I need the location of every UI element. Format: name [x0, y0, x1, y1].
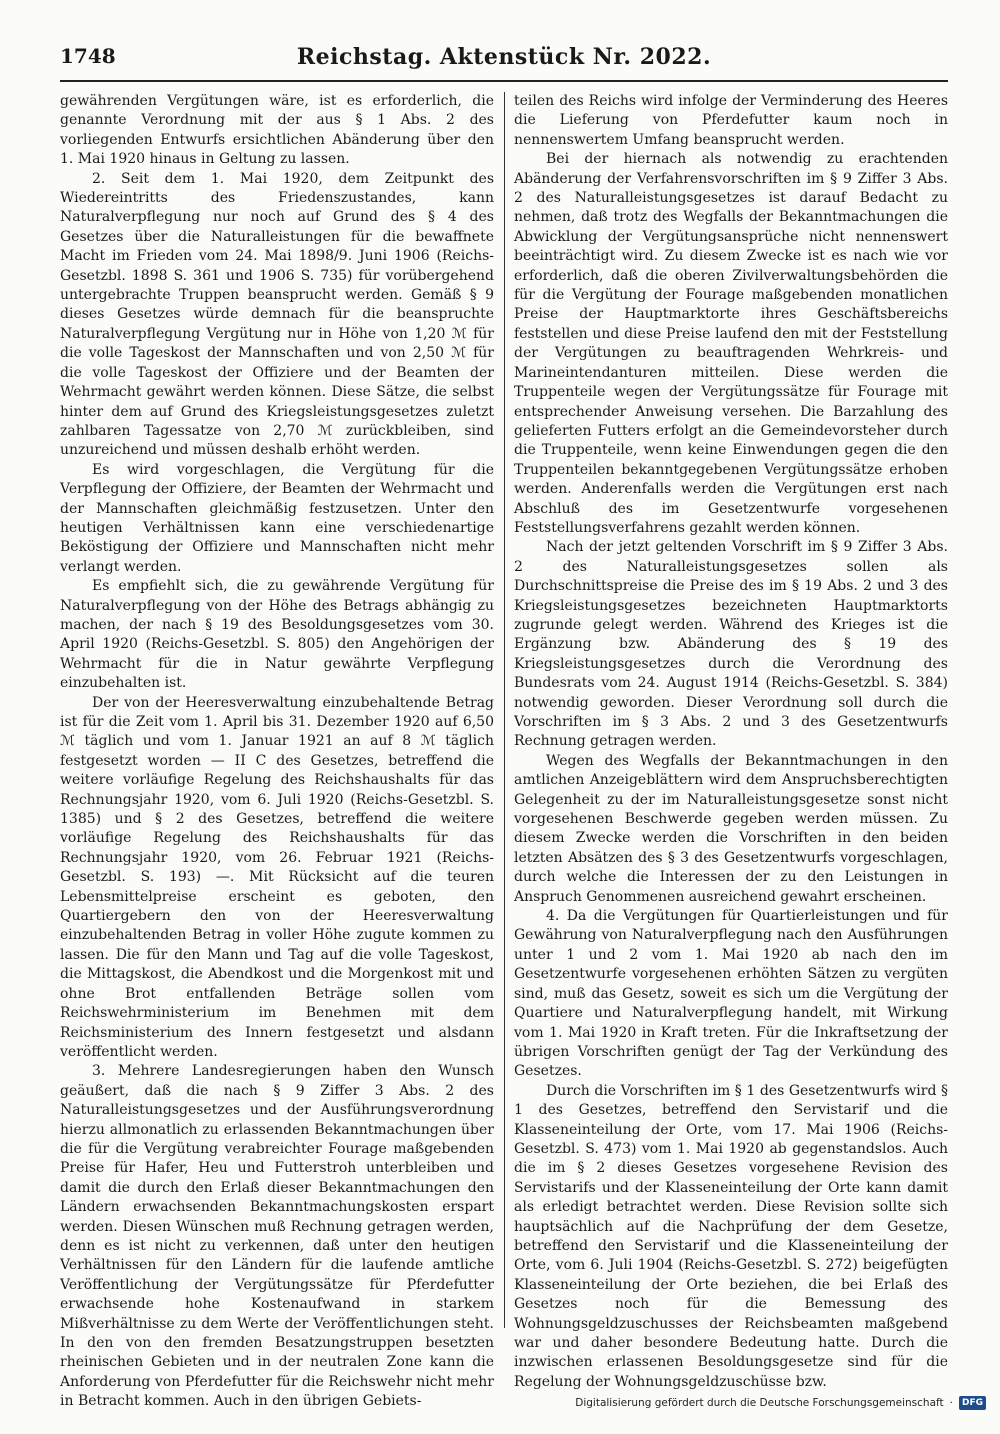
paragraph: Der von der Heeresverwaltung einzubehaltende Betrag ist für die Zeit vom 1. April bis 31. Dezember 1920 auf 6,50 ℳ täglich und vom 1. Januar 1921 an auf 8 ℳ täglich festgesetzt worden — II C des Gesetzes, betreffend die weitere vorläufige Regelung des Reichshaushalts für das Rechnungsjahr 1920, vom 6. Juli 1920 (Reichs-Gesetzbl. S. 1385) und § 2 des Gesetzes, betreffend die weitere vorläufige Regelung des Reichshaushalts für das Rechnungsjahr 1920, vom 26. Februar 1921 (Reichs-Gesetzbl. S. 193) —. Mit Rücksicht auf die teuren Lebensmittelpreise erscheint es geboten, den Quartiergebern den von der Heeresverwaltung einzubehaltenden Betrag in voller Höhe zugute kommen zu lassen. Die für den Mann und Tag auf die volle Tageskost, die Mittagskost, die Abendkost und die Morgenkost mit und ohne Brot entfallenden Beträge sollen vom Reichswehrministerium im Benehmen mit dem Reichsministerium des Innern festgesetzt und alsdann veröffentlicht werden.	[60, 694, 494, 1060]
header-rule	[60, 80, 948, 82]
paragraph: teilen des Reichs wird infolge der Verminderung des Heeres die Lieferung von Pferdefutter kaum noch in nennenswertem Umfang beansprucht werden.	[514, 93, 948, 148]
paragraph: Bei der hiernach als notwendig zu erachtenden Abänderung der Verfahrensvorschriften im § 9 Ziffer 3 Abs. 2 des Naturalleistungsgesetzes ist darauf Bedacht zu nehmen, daß trotz des Wegfalls der Bekanntmachungen die Abwicklung der Vergütungsansprüche nicht nennenswert beeinträchtigt wird. Zu diesem Zwecke ist es nach wie vor erforderlich, daß die oberen Zivilverwaltungsbehörden die für die Vergütung der Fourage maßgebenden monatlichen Preise der Hauptmarktorte ihres Geschäftsbereichs feststellen und diese Preise laufend den mit der Feststellung der Vergütungen zu beauftragenden Wehrkreis- und Marineintendanturen mitteilen. Diese werden die Truppenteile wegen der Vergütungssätze für Fourage mit entsprechender Anweisung versehen. Die Barzahlung des gelieferten Futters erfolgt an die Gemeindevorsteher durch die Truppenteile, wenn keine Einwendungen gegen die den Truppenteilen bekanntgegebenen Vergütungssätze erhoben werden. Anderenfalls werden die Vergütungen erst nach Abschluß des im Gesetzentwurfe vorgesehenen Feststellungsverfahrens gezahlt werden können.	[514, 151, 948, 536]
paragraph: Nach der jetzt geltenden Vorschrift im § 9 Ziffer 3 Abs. 2 des Naturalleistungsgesetzes sollen als Durchschnittspreise die Preise des im § 19 Abs. 2 und 3 des Kriegsleistungsgesetzes bezeichneten Hauptmarktorts zugrunde gelegt werden. Während des Krieges ist die Ergänzung bzw. Abänderung des § 19 des Kriegsleistungsgesetzes durch die Verordnung des Bundesrats vom 24. August 1914 (Reichs-Gesetzbl. S. 384) notwendig geworden. Dieser Verordnung soll durch die Vorschriften im § 3 Abs. 2 und 3 des Gesetzentwurfs Rechnung getragen werden.	[514, 539, 948, 750]
credit-text: Digitalisierung gefördert durch die Deutsche Forschungsgemeinschaft	[575, 1397, 944, 1409]
paragraph: Es wird vorgeschlagen, die Vergütung für die Verpflegung der Offiziere, der Beamten der Wehrmacht und der Mannschaften gleichmäßig festzusetzen. Unter den heutigen Verhältnissen kann eine verschiedenartige Beköstigung der Offiziere und Mannschaften nicht mehr verlangt werden.	[60, 461, 494, 575]
paragraph: 2. Seit dem 1. Mai 1920, dem Zeitpunkt des Wiedereintritts des Friedenszustandes, kann Naturalverpflegung nur noch auf Grund des § 4 des Gesetzes über die Naturalleistungen für die bewaffnete Macht im Frieden vom 24. Mai 1898/9. Juni 1906 (Reichs-Gesetzbl. 1898 S. 361 und 1906 S. 735) für vorübergehend untergebrachte Truppen beansprucht werden. Gemäß § 9 dieses Gesetzes würde demnach für die beanspruchte Naturalverpflegung Vergütung nur in Höhe von 1,20 ℳ für die volle Tageskost der Mannschaften und von 2,50 ℳ für die volle Tageskost der Offiziere und der Beamten der Wehrmacht gewährt werden können. Diese Sätze, die selbst hinter dem auf Grund des Kriegsleistungsgesetzes zuletzt zahlbaren Tagessatze von 2,70 ℳ zurückbleiben, sind unzureichend und müssen deshalb erhöht werden.	[60, 170, 494, 459]
paragraph: 4. Da die Vergütungen für Quartierleistungen und für Gewährung von Naturalverpflegung nach den Ausführungen unter 1 und 2 vom 1. Mai 1920 ab nach den im Gesetzentwurfe vorgesehenen erhöhten Sätzen zu vergüten sind, muß das Gesetz, soweit es sich um die Vergütung der Quartiere und Naturalverpflegung handelt, mit Wirkung vom 1. Mai 1920 in Kraft treten. Für die Inkraftsetzung der übrigen Vorschriften genügt der Tag der Verkündung des Gesetzes.	[514, 908, 948, 1080]
left-column	[60, 92, 494, 1410]
digitization-credit: Digitalisierung gefördert durch die Deutsche Forschungsgemeinschaft · DFG	[575, 1392, 986, 1414]
dfg-logo: DFG	[959, 1396, 986, 1410]
paragraph: Durch die Vorschriften im § 1 des Gesetzentwurfs wird § 1 des Gesetzes, betreffend den Servistarif und die Klasseneinteilung der Orte, vom 17. Mai 1906 (Reichs-Gesetzbl. S. 473) vom 1. Mai 1920 ab gegenstandslos. Auch die im § 2 dieses Gesetzes vorgesehene Revision des Servistarifs und der Klasseneinteilung der Orte kann damit als erledigt betrachtet werden. Diese Revision sollte sich hauptsächlich auf die Nachprüfung der dem Gesetze, betreffend den Servistarif und die Klasseneinteilung der Orte, vom 6. Juli 1904 (Reichs-Gesetzbl. S. 272) beigefügten Klasseneinteilung der Orte beziehen, die bei Erlaß des Gesetzes noch für die Bemessung des Wohnungsgeldzuschusses der Reichsbeamten maßgebend war und daher besondere Bedeutung hatte. Durch die inzwischen erlassenen Besoldungsgesetze sind für die Regelung der Wohnungsgeldzuschüsse bzw.	[514, 1082, 948, 1390]
page-number: 1748	[60, 44, 116, 68]
paragraph: Wegen des Wegfalls der Bekanntmachungen in den amtlichen Anzeigeblättern wird dem Anspruchsberechtigten Gelegenheit zu der im Naturalleistungsgesetze sonst nicht vorgesehenen Beschwerde gegeben werden müssen. Zu diesem Zwecke werden die Vorschriften in den beiden letzten Absätzen des § 3 des Gesetzentwurfs vorgeschlagen, durch welche die Interessen der zu den Leistungen in Anspruch Genommenen ausreichend gewahrt erscheinen.	[514, 752, 948, 905]
paragraph: gewährenden Vergütungen wäre, ist es erforderlich, die genannte Verordnung mit der aus § 1 Abs. 2 des vorliegenden Entwurfs ersichtlichen Abänderung über den 1. Mai 1920 hinaus in Geltung zu lassen.	[60, 93, 494, 168]
page-header	[60, 44, 948, 76]
running-title: Reichstag. Aktenstück Nr. 2022.	[296, 44, 712, 70]
paragraph: Es empfiehlt sich, die zu gewährende Vergütung für Naturalverpflegung von der Höhe des Betrags abhängig zu machen, der nach § 19 des Besoldungsgesetzes vom 30. April 1920 (Reichs-Gesetzbl. S. 805) den Angehörigen der Wehrmacht für die in Natur gewährte Verpflegung einzubehalten ist.	[60, 578, 494, 692]
right-column	[514, 92, 948, 1390]
column-divider	[504, 92, 505, 1328]
paragraph: 3. Mehrere Landesregierungen haben den Wunsch geäußert, daß die nach § 9 Ziffer 3 Abs. 2 des Naturalleistungsgesetzes und der Ausführungsverordnung hierzu allmonatlich zu erlassenden Bekanntmachungen über die für die Vergütung verabreichter Fourage maßgebenden Preise für Hafer, Heu und Futterstroh unterbleiben und damit die durch den Erlaß dieser Bekanntmachungen den Ländern erwachsenden Bekanntmachungskosten erspart werden. Diesen Wünschen muß Rechnung getragen werden, denn es ist nicht zu verkennen, daß unter den heutigen Verhältnissen für den Ländern für die laufende amtliche Veröffentlichung der Vergütungssätze für Pferdefutter erwachsende hohe Kostenaufwand in starkem Mißverhältnisse zu dem Werte der Veröffentlichungen steht. In den von den fremden Besatzungstruppen besetzten rheinischen Gebieten und in der neutralen Zone kann die Anforderung von Pferdefutter für die Reichswehr nicht mehr in Betracht kommen. Auch in den übrigen Gebiets-	[60, 1063, 494, 1410]
